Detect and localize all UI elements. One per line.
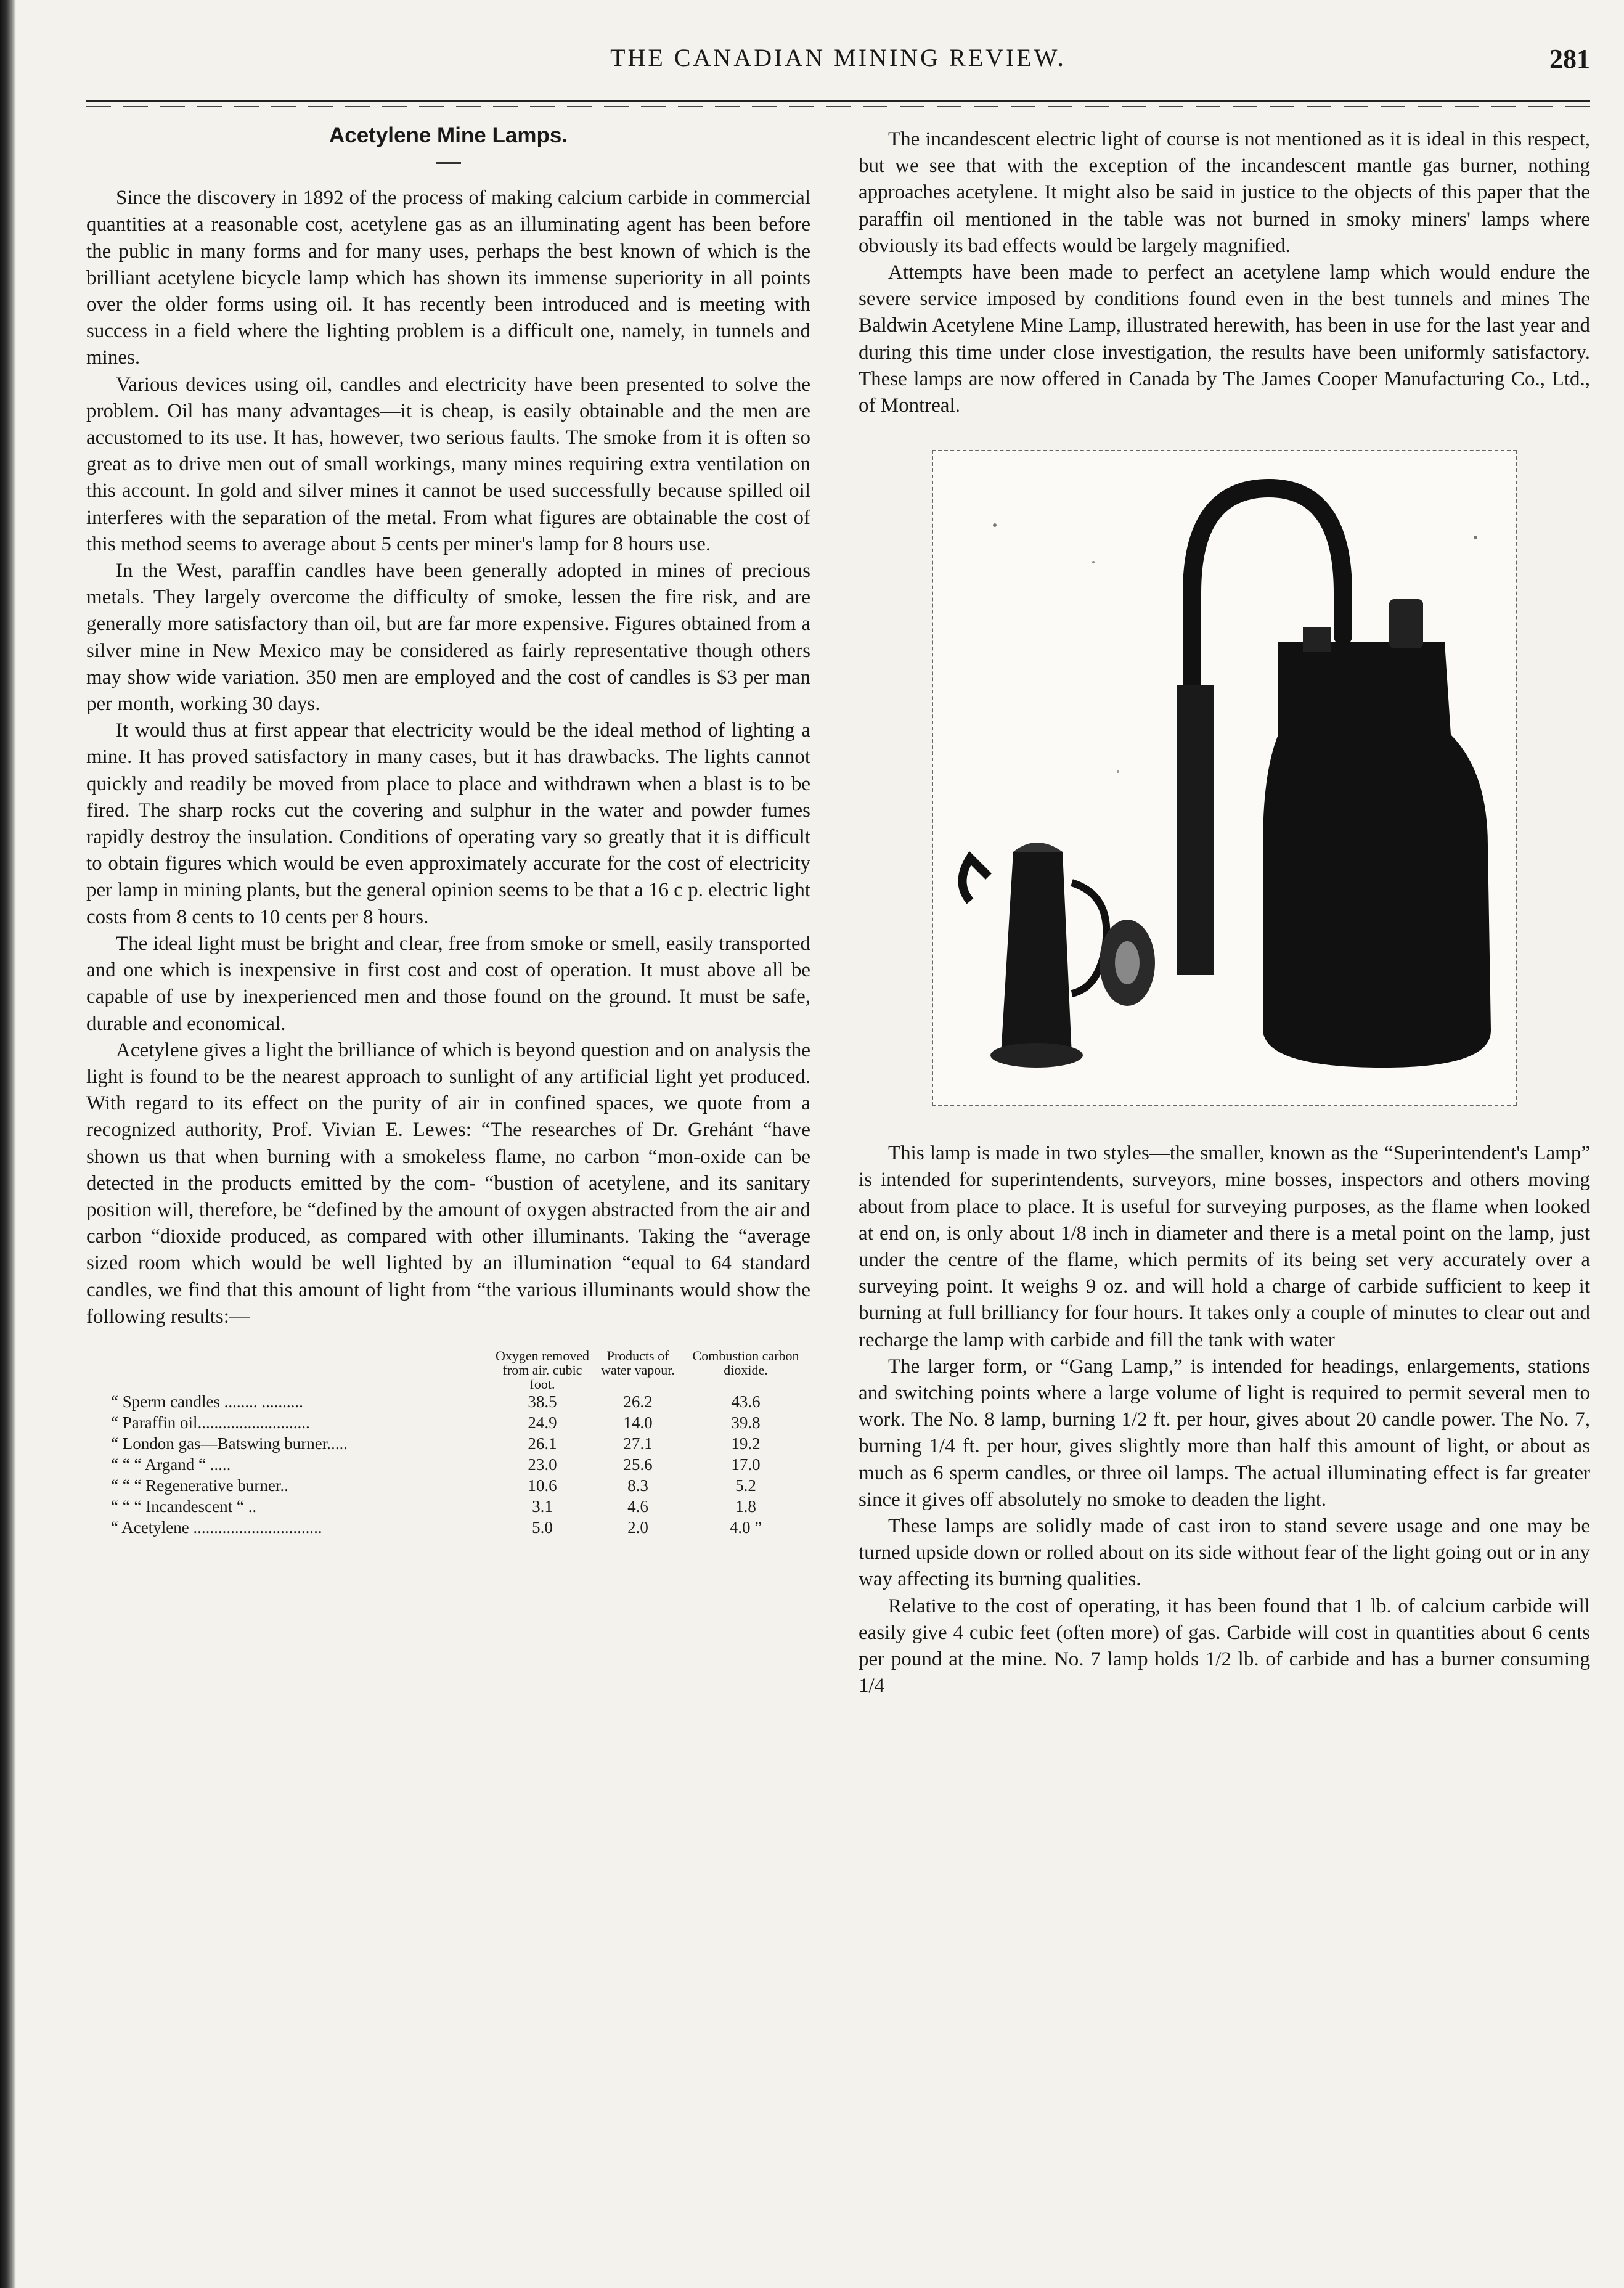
paragraph: In the West, paraffin candles have been generally adopted in mines of precious metals. They largely overcome the difficulty of smoke, lessen the fire risk, and are generally more satisfactory than oil, but are far more expensive. Figures obtained from a silver mine in New Mexico may be considered as fairly representative though others may show wide variation. 350 men are employed and the cost of candles is $3 per man per month, working 30 days. [86,560,810,716]
table-cell: 8.3 [627,1476,648,1495]
paragraph: The ideal light must be bright and clear, free from smoke or smell, easily transported and one which is inexpensive in first cost and cost of operation. It must above all be capable of use by inexperienced men and those found on the ground. It must be safe, durable and economical. [86,932,810,1035]
left-column [86,117,810,1538]
table-cell: 43.6 [731,1392,761,1411]
table-cell: 4.6 [627,1497,648,1516]
table-header-cell [86,1349,493,1391]
table-cell: 25.6 [623,1455,653,1474]
paragraph: This lamp is made in two styles—the smaller, known as the “Superintendent's Lamp” is intended for superintendents, surveyors, mine bosses, inspectors and others moving about from place to place. It is useful for surveying purposes, as the flame when looked at end on, is only about 1/8 inch in diameter and there is a metal point on the lamp, just under the centre of the flame, which permits of its being set very accurately over a surveying point. It weighs 9 oz. and will hold a charge of carbide sufficient to keep it burning at full brilliancy for four hours. It takes only a couple of minutes to clear out and recharge the lamp with carbide and fill the tank with water [859,1142,1590,1351]
table-cell: “ Paraffin oil........................... [111,1413,310,1432]
table-cell: 24.9 [528,1413,557,1432]
article-title: Acetylene Mine Lamps. [328,123,568,147]
lamp-illustration [932,450,1517,1106]
paragraph: It would thus at first appear that electricity would be the ideal method of lighting a mine. It has proved satisfactory in many cases, but it has drawbacks. The lights cannot quickly and readily be moved from place to place and withdrawn when a blast is to be fired. The sharp rocks cut the covering and sulphur in the water and powder fumes rapidly destroy the insulation. Conditions of operating vary so greatly that it is difficult to obtain figures which would be even approximately accurate for the cost of electricity per lamp in mining plants, but the general opinion seems to be that a 16 c p. electric light costs from 8 cents to 10 cents per 8 hours. [86,719,810,928]
table-cell: 26.2 [623,1392,653,1411]
paragraph: Since the discovery in 1892 of the process of making calcium carbide in commercial quantities at a reasonable cost, acetylene gas as an illuminating agent has been before the public in many forms and for many uses, perhaps the best known of which is the brilliant acetylene bicycle lamp which has shown its immense superiority in all points over the older forms using oil. It has recently been introduced and is meeting with success in a field where the lighting problem is a difficult one, namely, in tunnels and mines. [86,187,810,369]
table-cell: 4.0 ” [729,1518,762,1537]
table-cell: 39.8 [731,1413,761,1432]
table-row [86,1517,810,1538]
paragraph: Attempts have been made to perfect an acetylene lamp which would endure the severe service imposed by conditions found even in the best tunnels and mines The Baldwin Acetylene Mine Lamp, illustrated herewith, has been in use for the last year and during this time under close investigation, the results have been uniformly satisfactory. These lamps are now offered in Canada by The James Cooper Manufacturing Co., Ltd., of Montreal. [859,261,1590,417]
table-cell: “ Sperm candles ........ .......... [111,1392,303,1411]
table-row [86,1391,810,1412]
table-row [86,1433,810,1454]
table-row [86,1475,810,1496]
table-cell: 2.0 [627,1518,648,1537]
table-cell: 19.2 [731,1434,761,1453]
paragraph: The larger form, or “Gang Lamp,” is intended for headings, enlargements, stations and switching points where a large volume of light is required to permit several men to work. The No. 8 lamp, burning 1/2 ft. per hour, gives about 20 candle power. The No. 7, burning 1/4 ft. per hour, gives slightly more than half this amount of light, or about as much as 6 sperm candles, or three oil lamps. The actual illuminating effect is far greater since it gives off absolutely no smoke to deaden the light. [859,1355,1590,1511]
table-row [86,1496,810,1517]
table-cell: 38.5 [528,1392,557,1411]
table-cell: 5.2 [735,1476,756,1495]
table-header-cell: Oxygen removed from air. cubic foot. [495,1347,590,1392]
table-row [86,1412,810,1433]
table-header-cell: Products of water vapour. [601,1347,675,1378]
lamp-photo-drawing [933,451,1516,1105]
table-cell: 23.0 [528,1455,557,1474]
scan-edge [0,0,16,2288]
table-cell: 27.1 [623,1434,653,1453]
table-header-cell: Combustion carbon dioxide. [692,1347,799,1378]
table-cell: “ Acetylene ............................... [111,1518,322,1537]
table-row [86,1454,810,1475]
paragraph: These lamps are solidly made of cast iron to stand severe usage and one may be turned upside down or rolled about on its side without fear of the light going out or in any way affecting its burning qualities. [859,1515,1590,1591]
paragraph: Various devices using oil, candles and electricity have been presented to solve the problem. Oil has many advantages—it is cheap, is easily obtainable and the men are accustomed to its use. It has, however, two serious faults. The smoke from it is often so great as to drive men out of small workings, many mines requiring extra ventilation on this account. In gold and silver mines it cannot be used successfully because spilled oil interferes with the separation of the metal. From what figures are obtainable the cost of this method seems to average about 5 cents per miner's lamp for 8 hours use. [86,373,810,555]
running-head [86,43,1590,86]
table-cell: 14.0 [623,1413,653,1432]
table-cell: “ “ “ Argand “ ..... [111,1455,231,1474]
table-header [86,1349,810,1391]
running-title: THE CANADIAN MINING REVIEW. [610,44,1066,72]
header-rule [86,100,1590,102]
table-cell: 10.6 [528,1476,557,1495]
page-number: 281 [1549,44,1590,74]
table-cell: “ London gas—Batswing burner..... [111,1434,348,1453]
header-rule-dashed [86,106,1590,107]
table-cell: 17.0 [731,1455,761,1474]
right-column [859,126,1590,1700]
title-dash [436,162,461,164]
table-cell: 1.8 [735,1497,756,1516]
table-cell: 26.1 [528,1434,557,1453]
paragraph: Acetylene gives a light the brilliance of which is beyond question and on analysis the light is found to be the nearest approach to sunlight of any artificial light yet produced. With regard to its effect on the purity of air in confined spaces, we quote from a recognized authority, Prof. Vivian E. Lewes: “The researches of Dr. Grehánt “have shown us that when burning with a smokeless flame, no carbon “mon-oxide can be detected in the products emitted by the com- “bustion of acetylene, and its sanitary position will, therefore, be “defined by the amount of oxygen abstracted from the air and carbon “dioxide produced, as compared with other illuminants. Taking the “average sized room which would be well lighted by an illumination “equal to 64 standard candles, we find that this amount of light from “the various illuminants would show the following results:— [86,1039,810,1328]
table-cell: “ “ “ Regenerative burner.. [111,1476,288,1495]
table-cell: 3.1 [532,1497,553,1516]
paragraph: The incandescent electric light of course is not mentioned as it is ideal in this respect, but we see that with the exception of the incandescent mantle gas burner, nothing approaches acetylene. It might also be said in justice to the objects of this paper that the paraffin oil mentioned in the table was not burned in smoky miners' lamps where obviously its bad effects would be largely magnified. [859,128,1590,257]
paragraph: Relative to the cost of operating, it has been found that 1 lb. of calcium carbide will easily give 4 cubic feet (often more) of gas. Carbide will cost in quantities about 6 cents per pound at the mine. No. 7 lamp holds 1/2 lb. of carbide and has a burner consuming 1/4 [859,1595,1590,1698]
table-cell: 5.0 [532,1518,553,1537]
table-cell: “ “ “ Incandescent “ .. [111,1497,257,1516]
illuminants-table [86,1349,810,1538]
